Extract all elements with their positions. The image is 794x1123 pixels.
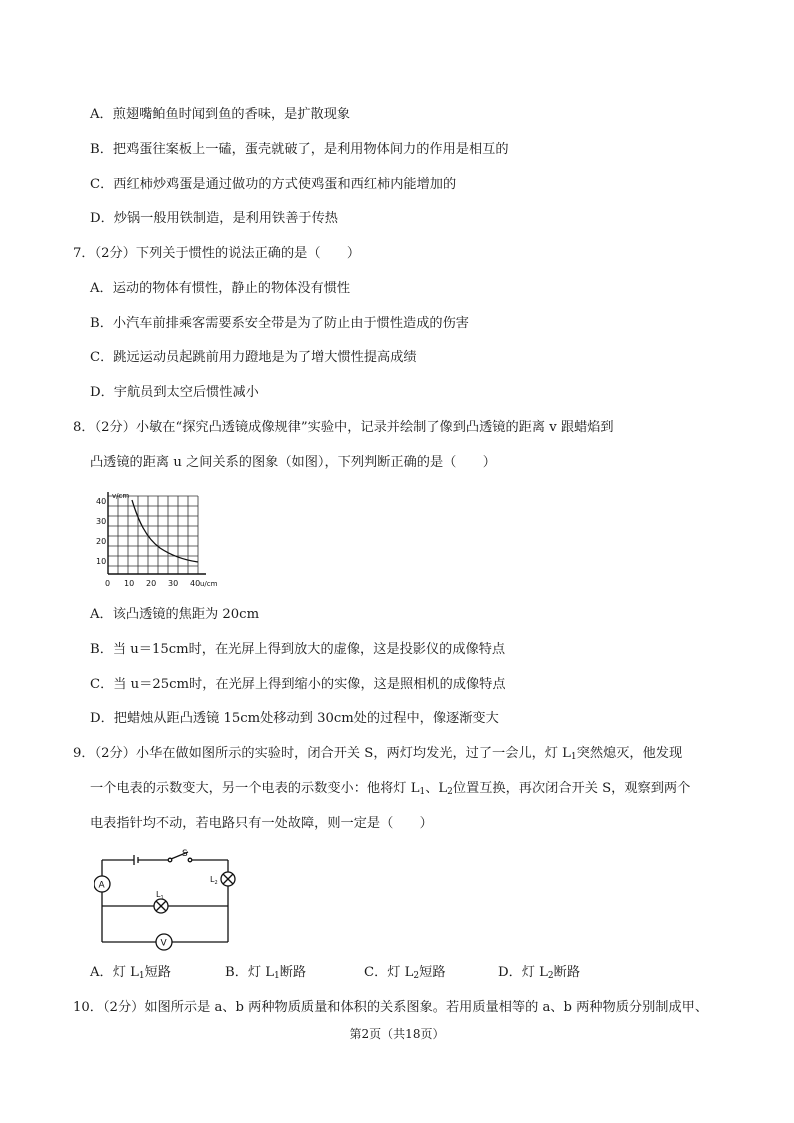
q8-option-a: A．该凸透镜的焦距为 20cm	[90, 607, 260, 622]
q8-option-b: B．当 u＝15cm时，在光屏上得到放大的虚像，这是投影仪的成像特点	[90, 642, 506, 657]
q8-graph	[86, 490, 246, 590]
q8-option-c: C．当 u＝25cm时，在光屏上得到缩小的实像，这是照相机的成像特点	[90, 677, 506, 692]
q8-stem-line2: 凸透镜的距离 u 之间关系的图象（如图），下列判断正确的是（ ）	[90, 455, 496, 470]
q8-option-d: D．把蜡烛从距凸透镜 15cm处移动到 30cm处的过程中，像逐渐变大	[90, 711, 499, 726]
graph-y-tick-40: 40	[96, 497, 107, 506]
graph-x-tick-10: 10	[124, 579, 135, 588]
circuit-lamp2-label: $L_2$	[210, 875, 218, 886]
circuit-voltmeter-label: V	[160, 938, 167, 949]
q7-option-b: B．小汽车前排乘客需要系安全带是为了防止由于惯性造成的伤害	[90, 316, 469, 331]
q6-option-c: C．西红柿炒鸡蛋是通过做功的方式使鸡蛋和西红柿内能增加的	[90, 177, 457, 192]
graph-y-label: v/cm	[112, 492, 130, 500]
graph-x-tick-0: 0	[105, 579, 111, 588]
q9-option-b: B．灯 $L_1$断路	[225, 965, 307, 981]
graph-x-label: u/cm	[200, 580, 218, 588]
graph-y-tick-30: 30	[96, 517, 107, 526]
graph-x-tick-40: 40	[190, 579, 201, 588]
graph-y-tick-10: 10	[96, 557, 107, 566]
circuit-ammeter-label: A	[98, 880, 105, 891]
graph-x-tick-20: 20	[146, 579, 157, 588]
q9-option-c: C．灯 $L_2$短路	[364, 965, 446, 981]
q9-option-a: A．灯 $L_1$短路	[90, 965, 171, 981]
q9-options-row	[90, 964, 710, 982]
circuit-switch-label: S	[182, 849, 188, 859]
graph-x-tick-30: 30	[168, 579, 179, 588]
graph-y-tick-20: 20	[96, 537, 107, 546]
q6-option-d: D．炒锅一般用铁制造，是利用铁善于传热	[90, 211, 338, 226]
page-footer: 第2页（共18页）	[349, 1027, 445, 1041]
q10-stem: 10．（2分）如图所示是 a、b 两种物质质量和体积的关系图象。若用质量相等的 a、b 两种物质分别制成甲、	[73, 1000, 709, 1015]
q7-option-c: C．跳远运动员起跳前用力蹬地是为了增大惯性提高成绩	[90, 350, 417, 365]
circuit-lamp1-label: $L_1$	[156, 890, 164, 901]
q7-option-a: A．运动的物体有惯性，静止的物体没有惯性	[90, 281, 351, 296]
q9-circuit-diagram	[94, 846, 244, 951]
q9-stem-line3: 电表指针均不动，若电路只有一处故障，则一定是（ ）	[90, 816, 433, 831]
q6-option-a: A．煎翅嘴鲌鱼时闻到鱼的香味，是扩散现象	[90, 107, 351, 122]
q9-stem-line1: 9．（2分）小华在做如图所示的实验时，闭合开关 S，两灯均发光，过了一会儿，灯 $L_1$突然熄灭，他发现	[73, 746, 683, 762]
graph-grid	[108, 496, 198, 574]
q8-stem-line1: 8．（2分）小敏在“探究凸透镜成像规律”实验中，记录并绘制了像到凸透镜的距离 v 跟蜡焰到	[73, 420, 614, 435]
q6-option-b: B．把鸡蛋往案板上一磕，蛋壳就破了，是利用物体间力的作用是相互的	[90, 142, 509, 157]
q7-option-d: D．宇航员到太空后惯性减小	[90, 385, 259, 400]
q9-stem-line2: 一个电表的示数变大，另一个电表的示数变小：他将灯 $L_1$、$L_2$位置互换，再次闭合开关 S，观察到两个	[90, 781, 691, 797]
q9-option-d: D．灯 $L_2$断路	[498, 965, 581, 981]
q7-stem: 7．（2分）下列关于惯性的说法正确的是（ ）	[73, 246, 361, 261]
